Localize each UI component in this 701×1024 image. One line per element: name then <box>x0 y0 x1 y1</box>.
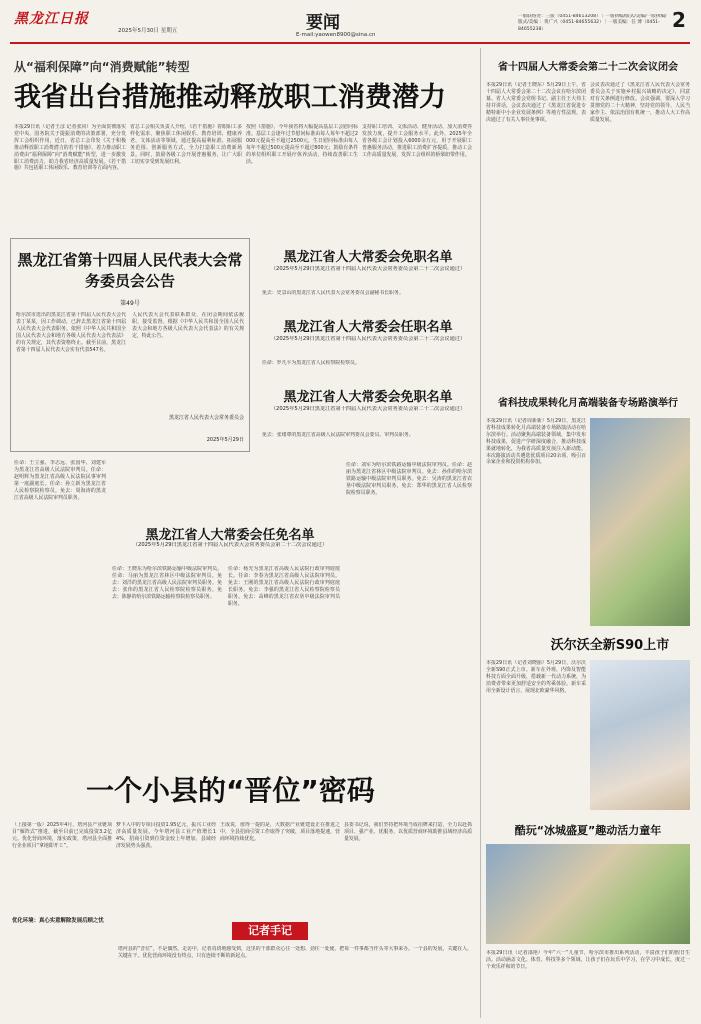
kids-title: 酷玩“冰城盛夏”趣动活力童年 <box>514 824 662 837</box>
notice-list-col-1: 任命：王立强、李志远、张国华、刘建军为黑龙江省高级人民法院审判员。任命：赵明辉为黑龙江省高级人民法院民事审判第一庭副庭长。任命：孙立新为黑龙江省人民检察院检察员。免去：周海涛的黑龙江省高级人民法院审判员职务。 <box>14 460 106 501</box>
notice-list-col-3: 任命：杨光为黑龙江省高级人民法院行政审判庭庭长。任命：李春为黑龙江省高级人民法院审判员。免去：王刚的黑龙江省高级人民法院行政审判庭庭长职务。免去：李强的黑龙江省人民检察院检察员职务。免去：高峰的黑龙江省农垦中级法院审判员职务。 <box>228 566 340 607</box>
car-launch-body: 本报29日讯（记者刘晓丽）5月29日，沃尔沃全新S90正式上市。新车在外观、内饰及智能科技方面全面升级，搭载新一代动力系统，为消费者带来更加舒适安全的驾乘体验。新车采用全新设计语言，展现北欧豪华风格。 <box>486 660 586 694</box>
lead-kicker: 从“福利保障”向“消费赋能”转型 <box>14 60 190 74</box>
newspaper-logo: 黑龙江日报 <box>14 11 89 27</box>
notice-list-col-2: 任命：王晓东为哈尔滨铁路运输中级法院审判员。任命：马丽为黑龙江省林区中级法院审判员。免去：刘洋的黑龙江省高级人民法院审判员职务。免去：张伟的黑龙江省人民检察院检察员职务。免去：陈静的哈尔滨铁路运输检察院检察员职务。 <box>112 566 222 600</box>
notice-list-title: 黑龙江省人大常委会任免名单 <box>145 528 315 542</box>
lead-col-3: 按照《措施》，今年我省将大幅提高基层工会慰问标准。基层工会逢年过节慰问标准由每人每年不超过2000元提高至不超过2500元，生日慰问标准由每人每年不超过500元提高至不超过800元；鼓励有条件的单位组织职工开展疗休养活动，持续改善职工生活。 <box>246 124 358 165</box>
column-divider <box>480 48 481 1018</box>
notice-list-sub: （2025年5月29日黑龙江省第十四届人民代表大会常务委员会第二十二次会议通过） <box>132 542 328 548</box>
notice-appoint-sub: （2025年5月29日黑龙江省第十四届人民代表大会常务委员会第二十二次会议通过） <box>270 336 466 342</box>
science-body: 本报29日讯（记者周新新）5月29日，黑龙江省科技成果转化月高端装备专场路演活动在哈尔滨举行。活动聚焦高端装备领域，集中发布科技成果，促进产学研深度融合，推动科技成果就地转化，为我省高质量发展注入新动能。本次路演活动共遴选优质项目20余项，吸引百余家企业和投资机构参加。 <box>486 418 586 466</box>
notice-appoint-title: 黑龙江省人大常委会任职名单 <box>283 320 453 334</box>
commentary-label: 记者手记 <box>232 922 308 940</box>
bottom-col-4: 县委书记说，我们坚持把环境当成招牌来打造，全力以赴抓项目、强产业、优服务，以优质营商环境助推县域经济高质量发展。 <box>344 822 472 842</box>
page-number: 2 <box>672 8 686 32</box>
bottom-subhead: 优化环境：真心实意解除发展后顾之忧 <box>12 918 104 924</box>
car-photo <box>590 660 690 810</box>
announcement-body-right: 人民代表大会代表联系群众，在闭会期间依法履职，接受监督。根据《中华人民共和国全国人民代表大会和地方各级人民代表大会代表法》的有关规定，特此公告。 <box>132 312 244 339</box>
notice-remove-sub: （2025年5月29日黑龙江省第十四届人民代表大会常务委员会第二十二次会议通过） <box>270 266 466 272</box>
meeting-body-1: 本报29日讯（记者王晓东）5月29日上午，省十四届人大常委会第二十二次会议在哈尔滨闭幕。省人大常委会党组书记、副主任王大伟主持并讲话。会议表决通过了《黑龙江省促进专精特新中小企业发展条例》等地方性法规，表决通过了有关人事任免事项。 <box>486 82 586 123</box>
science-event-photo <box>590 418 690 626</box>
announcement-number: 第49号 <box>120 300 140 307</box>
editor-credits: 一版联络处：三版（0451-84613208）｜一版执编/版式/美编/一版执编/版式/美编 ：黄广兴（0451-84655632）｜一版美编：任 博（0451-84655238） <box>518 14 667 32</box>
notice-remove-body: 免去：史景山的黑龙江省人民代表大会常务委员会副秘书长职务。 <box>262 290 404 296</box>
announcement-signature: 黑龙江省人民代表大会常务委员会 <box>168 415 244 421</box>
lead-col-4: 支持职工培训、文体活动、健身活动、加大消费券发放力度，提升工会服务水平。此外，2025年全省各级工会计划投入6000余万元，用于开展职工普惠服务活动，推进职工消费扩容提质，推动工会工作高质量发展，发挥工会组织的桥梁纽带作用。 <box>362 124 472 158</box>
section-email: E-mail:yaowen8900@sina.cn <box>296 32 376 38</box>
commentary-body: 塔河县的“晋位”，不是偶然。走访中，记者真切地感受到，这里的干部群众心往一处想、劲往一处使，把每一件事都当作头等大事来办。一个县的发展，关键在人，关键在干。优化营商环境没有终点，只有连续不断的新起点。 <box>118 946 472 959</box>
section-title: 要闻 <box>306 13 340 33</box>
notice-appoint-body: 任命：罗凡平为黑龙江省人民检察院检察员。 <box>262 360 360 366</box>
bottom-col-2: 梦下入中的专项目投资1.95亿元，振兴工业经济高质量发展。今年塔河县工业产值增长14%，招商引资到位资金较上年增加，县域经济发展势头强劲。 <box>116 822 216 849</box>
notice-list-col-4: 任命：刘军为哈尔滨铁路运输中级法院审判员。任命：赵丽为黑龙江省林区中级法院审判员。免去：孙伟的哈尔滨铁路运输中级法院审判员职务。免去：吴涛的黑龙江省农垦中级法院审判员职务。免去：郑华的黑龙江省人民检察院检察员职务。 <box>346 462 472 496</box>
kids-body: 本报29日讯（记者邵艳）今年“六一”儿童节，哈尔滨市推出系列活动，丰富孩子们的假日生活。活动涵盖文化、体育、科技等多个领域，让孩子们在玩乐中学习，在学习中成长，度过一个欢乐祥和的节日。 <box>486 950 690 970</box>
notice-remove2-body: 免去：张绪尊的黑龙江省高级人民法院审判委员会委员、审判员职务。 <box>262 432 414 438</box>
meeting-body-2: 会议表决通过了《黑龙江省人民代表大会常务委员会关于实施乡村振兴战略的决定》，同意对有关条例进行修改。会议强调，要深入学习贯彻党的二十大精神，坚持党的领导、人民当家作主、依法治国有机统一，推动人大工作高质量发展。 <box>590 82 690 123</box>
issue-date: 2025年5月30日 星期五 <box>118 28 178 34</box>
announcement-date: 2025年5月29日 <box>206 437 244 443</box>
notice-remove2-sub: （2025年5月29日黑龙江省第十四届人民代表大会常务委员会第二十二次会议通过） <box>270 406 466 412</box>
bottom-col-1: （上接第一版）2025年4月，塔河县产业链项目“雁阵式”推进，截至目前已完成投资3.2亿元。优化营商环境，落实政策，塔河县全面推行企业项目“拿地即开工”。 <box>12 822 112 849</box>
kids-photo <box>486 844 690 944</box>
car-launch-title: 沃尔沃全新S90上市 <box>550 638 670 652</box>
lead-col-1: 本报29日讯（记者王彦 记者张同）为全面贯彻落实党中央、国务院关于提振消费的决策部署，充分发挥工会组织作用，近日，省总工会印发《关于积极推动释放职工消费潜力的若干措施》，着力推动职工消费由“福利保障”向“消费赋能”转型，进一步激发职工消费活力，助力我省经济高质量发展。《若干措施》共包括职工休闲娱乐、教育培训等方面内容。 <box>14 124 126 172</box>
notice-remove-title: 黑龙江省人大常委会免职名单 <box>283 250 453 264</box>
header-rule <box>10 42 690 44</box>
lead-headline: 我省出台措施推动释放职工消费潜力 <box>14 82 446 113</box>
announcement-title: 黑龙江省第十四届人民代表大会常务委员会公告 <box>17 251 243 290</box>
bottom-headline: 一个小县的“晋位”密码 <box>86 774 375 807</box>
announcement-body-left: 哈尔滨市选出的黑龙江省第十四届人民代表大会代表丁某某，因工作调动，已辞去黑龙江省第十四届人民代表大会代表职务。依照《中华人民共和国全国人民代表大会和地方各级人民代表大会代表法》的有关规定，其代表资格终止。截至目前，黑龙江省第十四届人民代表大会实有代表547名。 <box>16 312 126 353</box>
bottom-col-3: 王成说，值得一提的是，大数据产业链建设正在推进之中，全县招商引资工作取得了突破，项目落地提速，营商环境持续优化。 <box>220 822 340 842</box>
science-title: 省科技成果转化月高端装备专场路演举行 <box>498 398 678 409</box>
meeting-title: 省十四届人大常委会第二十二次会议闭会 <box>498 62 678 73</box>
lead-col-2: 省总工会相关负责人介绍，《若干措施》着眼职工多样化需求，聚焦职工休闲娱乐、教育培训、健康养老、文体活动等领域，通过提高福利标准、拓展服务范围、创新服务方式，全力打造职工消费新场景。同时，鼓励各级工会开展普惠服务，让广大职工切实享受到发展红利。 <box>130 124 242 165</box>
notice-remove2-title: 黑龙江省人大常委会免职名单 <box>283 390 453 404</box>
